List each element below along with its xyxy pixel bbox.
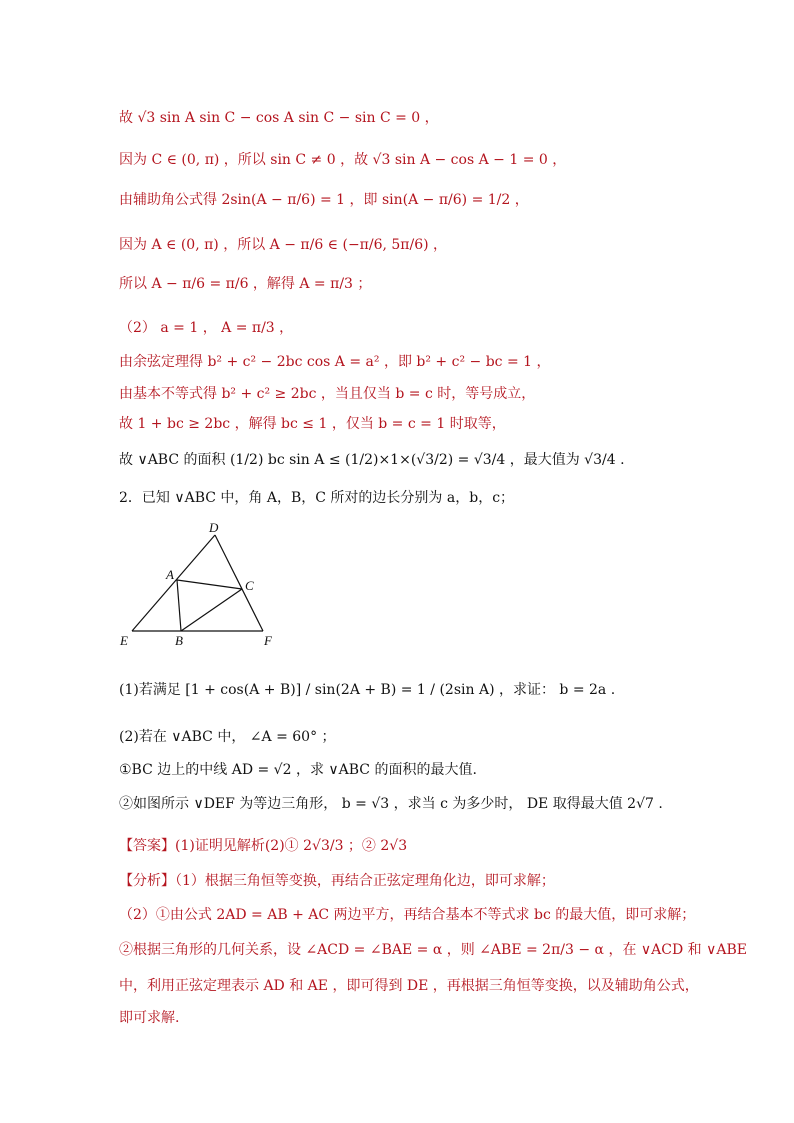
label-F: F (264, 633, 272, 648)
edge-DF (215, 535, 263, 631)
label-C: C (245, 578, 254, 593)
solution-line-10: 故 ∨ABC 的面积 (1/2) bc sin A ≤ (1/2)×1×(√3/2) = √3/4 ，最大值为 √3/4 . (119, 452, 625, 468)
solution-line-2: 因为 C ∈ (0, π) ，所以 sin C ≠ 0 ，故 √3 sin A − cos A − 1 = 0 ， (119, 152, 567, 168)
label-D: D (209, 520, 219, 535)
solution-line-8: 由基本不等式得 b² + c² ≥ 2bc ，当且仅当 b = c 时，等号成立， (119, 386, 536, 402)
problem-2-part-2-2: ②如图所示 ∨DEF 为等边三角形， b = √3 ，求当 c 为多少时， DE 取得最大值 2√7 . (119, 796, 663, 812)
problem-2-part-2-1: ①BC 边上的中线 AD = √2 ，求 ∨ABC 的面积的最大值. (119, 762, 477, 778)
solution-line-5: 所以 A − π/6 = π/6 ，解得 A = π/3 ； (119, 276, 372, 292)
analysis-line-2: （2）①由公式 2AD = AB + AC 两边平方，再结合基本不等式求 bc 的最大值，即可求解； (119, 907, 696, 923)
analysis-line-1: 【分析】（1）根据三角恒等变换，再结合正弦定理角化边，即可求解； (119, 873, 555, 889)
analysis-line-5: 即可求解. (119, 1010, 180, 1026)
analysis-line-3: ②根据三角形的几何关系，设 ∠ACD = ∠BAE = α ，则 ∠ABE = 2π/3 − α ，在 ∨ACD 和 ∨ABE (119, 942, 747, 958)
edge-AB (177, 580, 181, 631)
solution-line-9: 故 1 + bc ≥ 2bc ，解得 bc ≤ 1 ，仅当 b = c = 1 时取等， (119, 416, 506, 432)
label-A: A (166, 567, 174, 582)
triangle-diagram (118, 518, 288, 650)
label-E: E (120, 633, 128, 648)
problem-2-part-2: (2)若在 ∨ABC 中， ∠A = 60° ； (119, 729, 336, 745)
edge-BC (181, 589, 242, 631)
solution-line-1: 故 √3 sin A sin C − cos A sin C − sin C = 0 ， (119, 110, 439, 126)
answer-line: 【答案】(1)证明见解析(2)① 2√3/3 ；② 2√3 (119, 838, 408, 854)
solution-line-7: 由余弦定理得 b² + c² − 2bc cos A = a² ，即 b² + c² − bc = 1 ， (119, 354, 551, 370)
problem-2-title: 2．已知 ∨ABC 中，角 A，B，C 所对的边长分别为 a，b，c； (119, 490, 515, 506)
problem-2-part-1: (1)若满足 [1 + cos(A + B)] / sin(2A + B) = 1 / (2sin A) ，求证： b = 2a . (119, 682, 616, 698)
edge-AC (177, 580, 242, 589)
solution-line-6: （2） a = 1 ， A = π/3 ， (119, 320, 294, 336)
analysis-line-4: 中，利用正弦定理表示 AD 和 AE ，即可得到 DE ，再根据三角恒等变换，以及辅助角公式， (119, 978, 699, 994)
solution-line-3: 由辅助角公式得 2sin(A − π/6) = 1 ，即 sin(A − π/6) = 1/2 ， (119, 192, 529, 208)
label-B: B (175, 633, 183, 648)
solution-line-4: 因为 A ∈ (0, π) ，所以 A − π/6 ∈ (−π/6, 5π/6) ， (119, 237, 448, 253)
